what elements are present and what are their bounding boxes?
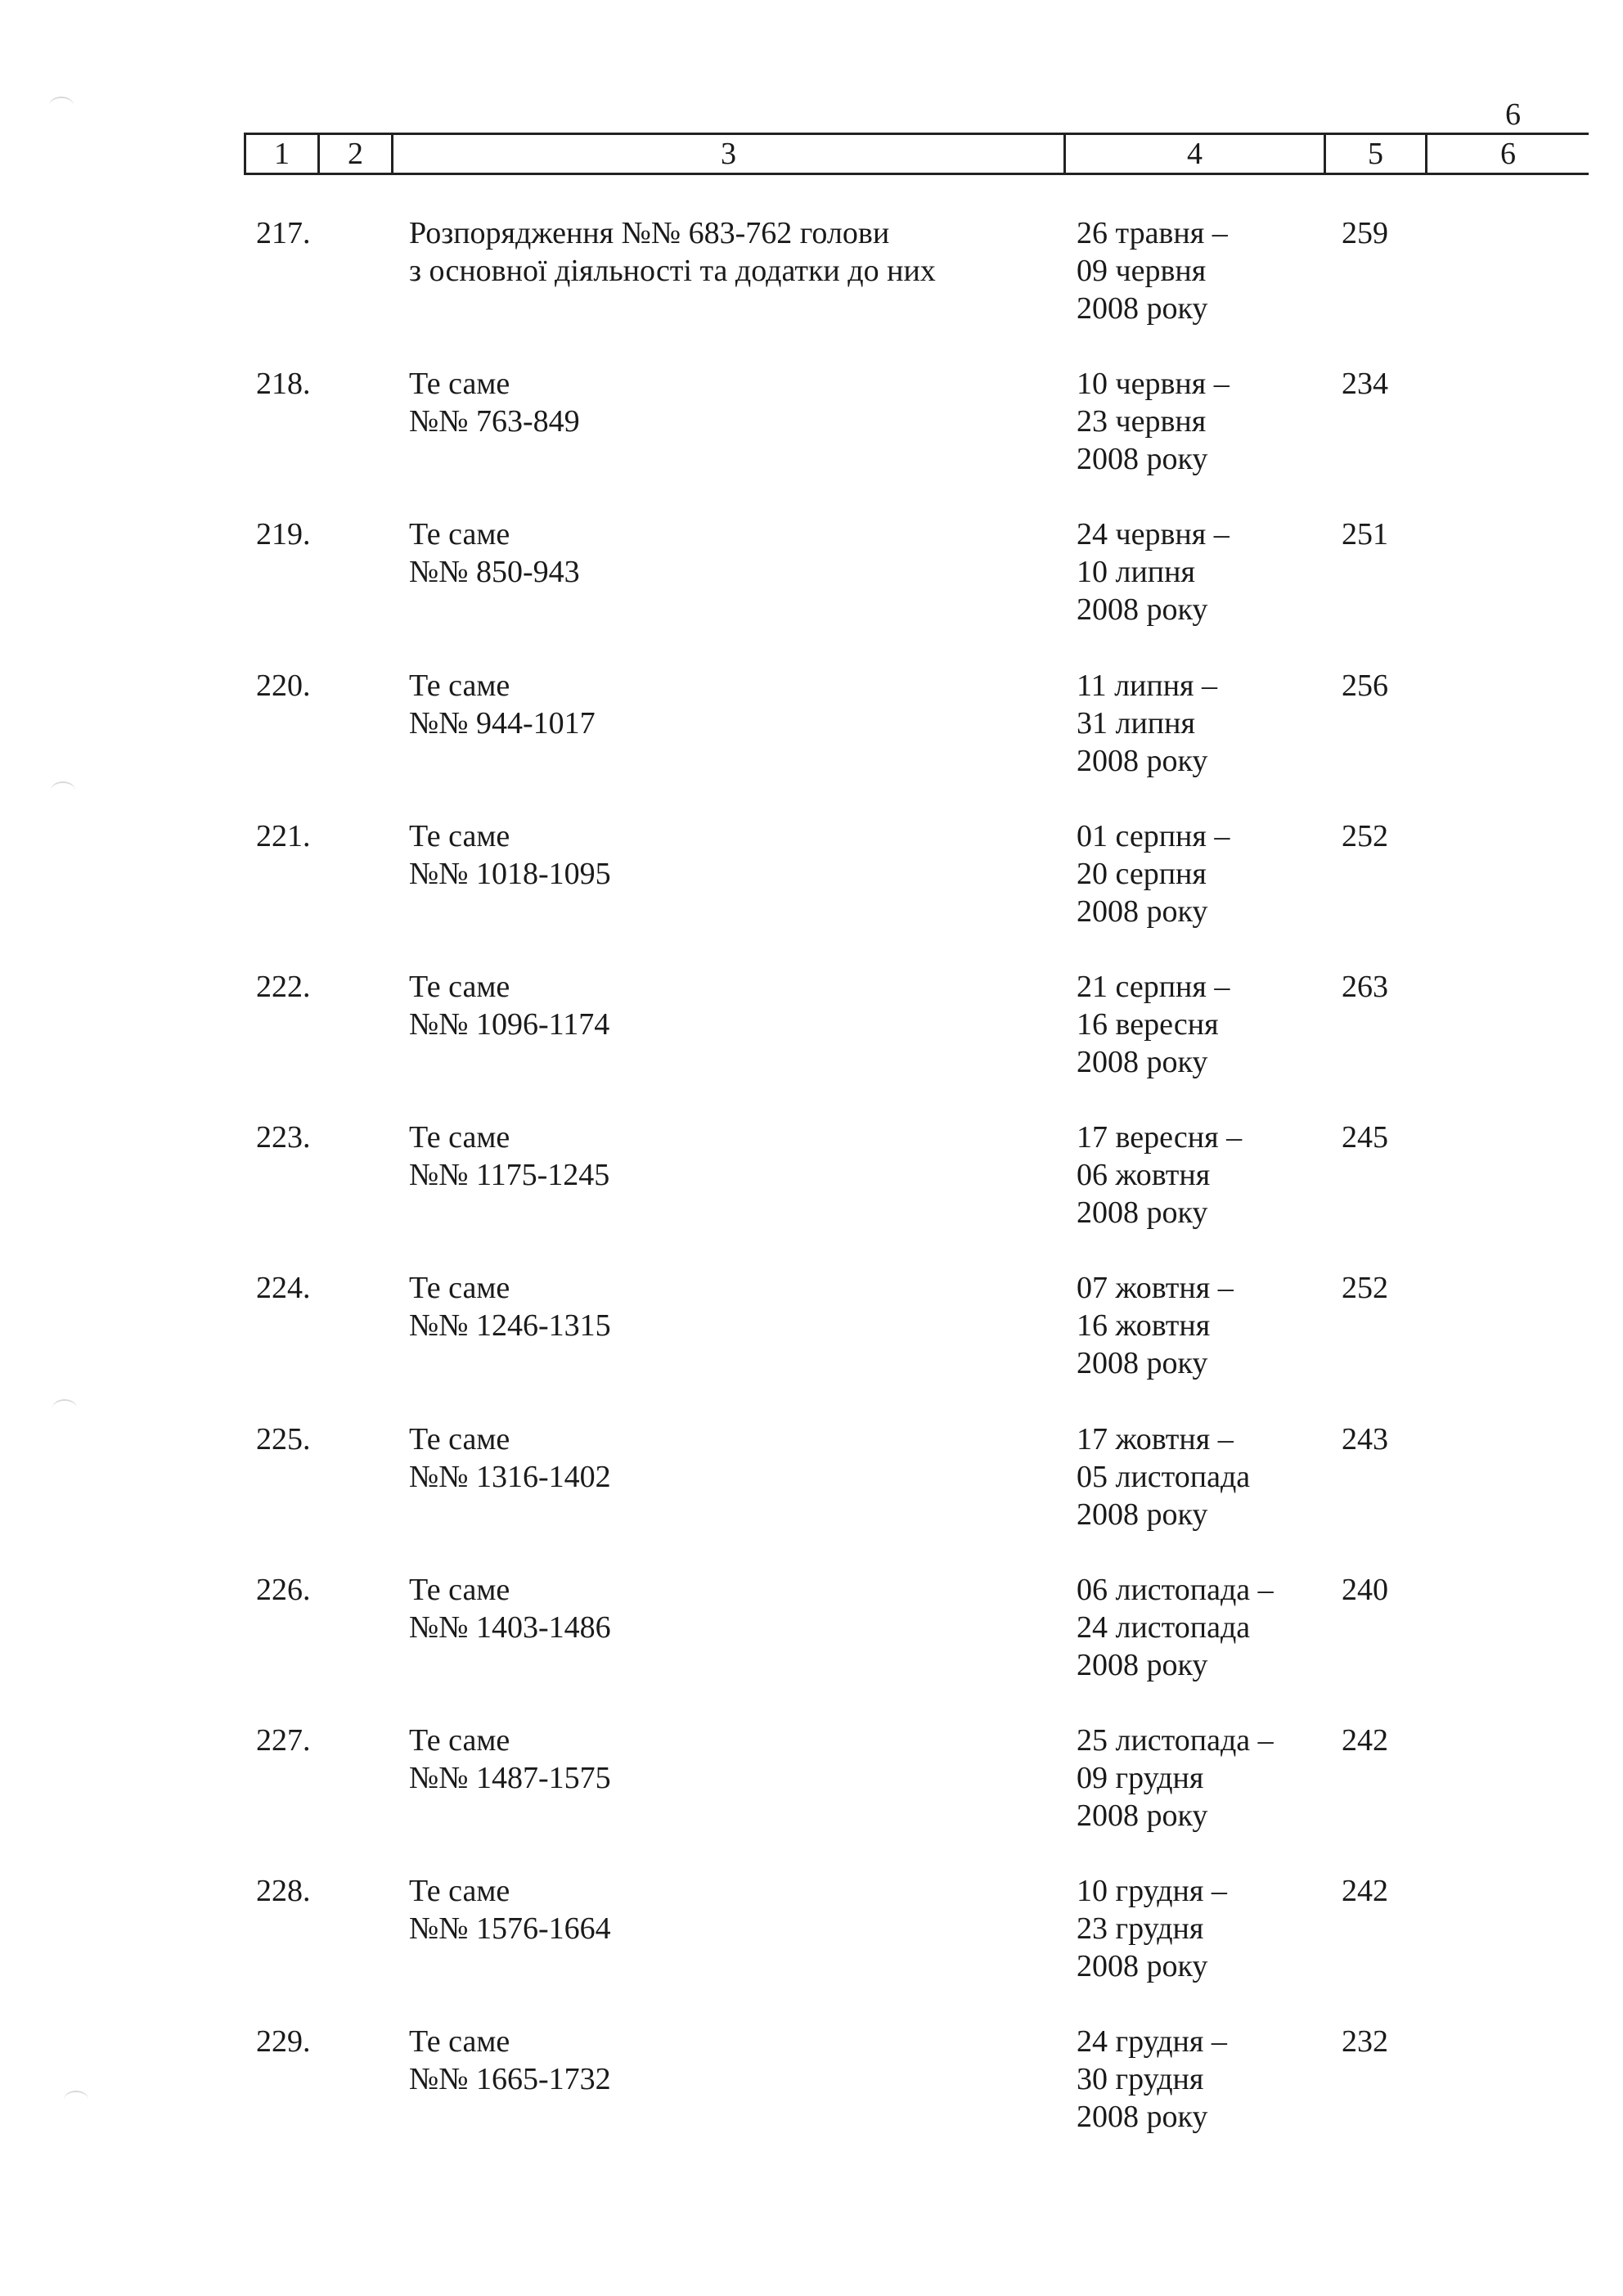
punch-hole-mark [51,781,75,799]
item-date-line: 07 жовтня – [1077,1271,1234,1305]
item-title-line: №№ 1665-1732 [409,2062,611,2096]
item-title [409,1571,611,1646]
item-title-line: Те саме [409,1422,510,1456]
item-title [409,1269,611,1344]
item-title [409,1722,611,1797]
column-header-row [244,133,1589,175]
item-title-line: Те саме [409,819,510,853]
item-sheet-count: 252 [1342,819,1388,853]
item-date-line: 2008 року [1077,1949,1208,1983]
item-date-line: 2008 року [1077,1497,1208,1532]
item-sheet-count: 252 [1342,1271,1388,1305]
item-title-line: Те саме [409,2024,510,2059]
item-title-line: №№ 1175-1245 [409,1158,610,1192]
item-title [409,1420,611,1496]
item-title [409,214,936,290]
item-number: 224. [256,1271,311,1305]
item-number: 229. [256,2024,311,2059]
item-sheet-count: 242 [1342,1723,1388,1758]
item-date-line: 23 червня [1077,404,1207,439]
item-date-line: 25 листопада – [1077,1723,1274,1758]
item-title-line: №№ 1403-1486 [409,1610,611,1645]
item-title-line: №№ 1096-1174 [409,1007,610,1042]
item-dates [1077,1119,1242,1231]
item-date-line: 2008 року [1077,744,1208,778]
list-item [0,1872,1623,1995]
item-number: 217. [256,216,311,250]
item-number: 219. [256,517,311,551]
item-date-line: 21 серпня – [1077,970,1230,1004]
item-date-line: 2008 року [1077,1195,1208,1230]
item-date-line: 2008 року [1077,291,1208,326]
item-title-line: №№ 1246-1315 [409,1308,611,1343]
item-sheet-count: 234 [1342,367,1388,401]
list-item [0,2023,1623,2145]
list-item [0,1571,1623,1694]
item-number: 218. [256,367,311,401]
item-date-line: 09 грудня [1077,1761,1204,1795]
item-title [409,667,596,742]
column-header-2: 2 [317,135,391,173]
item-date-line: 01 серпня – [1077,819,1230,853]
item-number: 220. [256,669,311,703]
column-header-1: 1 [244,135,317,173]
list-item [0,1420,1623,1543]
item-date-line: 24 червня – [1077,517,1230,551]
item-sheet-count: 256 [1342,669,1388,703]
item-sheet-count: 242 [1342,1874,1388,1908]
column-header-5: 5 [1324,135,1425,173]
item-title-line: №№ 1576-1664 [409,1911,611,1946]
item-dates [1077,667,1217,780]
list-item [0,817,1623,940]
item-title-line: №№ 763-849 [409,404,580,439]
punch-hole-mark [64,2091,88,2109]
item-title-line: Розпорядження №№ 683-762 голови [409,216,890,250]
item-date-line: 05 листопада [1077,1460,1251,1494]
item-title-line: з основної діяльності та додатки до них [409,254,936,288]
item-dates [1077,1571,1274,1684]
column-header-4: 4 [1063,135,1324,173]
item-date-line: 31 липня [1077,706,1195,741]
item-title [409,1872,611,1947]
item-title [409,1119,609,1194]
item-sheet-count: 243 [1342,1422,1388,1456]
item-sheet-count: 240 [1342,1573,1388,1607]
page-number: 6 [1505,97,1521,132]
item-date-line: 24 листопада [1077,1610,1251,1645]
item-date-line: 24 грудня – [1077,2024,1227,2059]
item-date-line: 06 листопада – [1077,1573,1274,1607]
list-item [0,365,1623,488]
item-dates [1077,817,1230,930]
item-number: 221. [256,819,311,853]
item-date-line: 11 липня – [1077,669,1218,703]
item-date-line: 09 червня [1077,254,1207,288]
item-number: 225. [256,1422,311,1456]
list-item [0,515,1623,638]
item-date-line: 17 вересня – [1077,1120,1243,1155]
item-sheet-count: 259 [1342,216,1388,250]
item-number: 222. [256,970,311,1004]
item-date-line: 10 липня [1077,555,1195,589]
item-dates [1077,365,1230,478]
item-dates [1077,1872,1227,1985]
item-sheet-count: 251 [1342,517,1388,551]
item-dates [1077,1269,1234,1382]
item-title-line: Те саме [409,1723,510,1758]
list-item [0,1269,1623,1392]
item-sheet-count: 263 [1342,970,1388,1004]
item-title-line: Те саме [409,1120,510,1155]
item-title [409,365,580,440]
item-date-line: 20 серпня [1077,857,1207,891]
item-dates [1077,968,1230,1081]
punch-hole-mark [52,1399,77,1417]
item-date-line: 16 жовтня [1077,1308,1211,1343]
item-title-line: №№ 1487-1575 [409,1761,611,1795]
item-title-line: Те саме [409,1271,510,1305]
item-title-line: Те саме [409,970,510,1004]
item-title [409,515,580,591]
item-dates [1077,2023,1227,2136]
item-title [409,2023,611,2098]
item-sheet-count: 232 [1342,2024,1388,2059]
punch-hole-mark [49,97,74,115]
item-dates [1077,1420,1250,1533]
item-date-line: 10 червня – [1077,367,1230,401]
item-date-line: 30 грудня [1077,2062,1204,2096]
item-title-line: Те саме [409,367,510,401]
item-sheet-count: 245 [1342,1120,1388,1155]
list-item [0,1722,1623,1844]
list-item [0,1119,1623,1241]
item-date-line: 2008 року [1077,1045,1208,1079]
item-date-line: 2008 року [1077,1648,1208,1682]
item-title [409,817,611,893]
item-title-line: №№ 1316-1402 [409,1460,611,1494]
item-title-line: Те саме [409,1573,510,1607]
item-date-line: 06 жовтня [1077,1158,1211,1192]
item-dates [1077,515,1230,628]
column-header-3: 3 [391,135,1063,173]
item-number: 227. [256,1723,311,1758]
item-date-line: 2008 року [1077,592,1208,627]
item-date-line: 26 травня – [1077,216,1228,250]
item-date-line: 2008 року [1077,442,1208,476]
item-number: 228. [256,1874,311,1908]
list-item [0,214,1623,337]
item-title-line: №№ 944-1017 [409,706,596,741]
item-date-line: 10 грудня – [1077,1874,1227,1908]
item-title [409,968,609,1043]
item-number: 223. [256,1120,311,1155]
item-date-line: 17 жовтня – [1077,1422,1234,1456]
item-title-line: №№ 850-943 [409,555,580,589]
item-title-line: Те саме [409,1874,510,1908]
item-title-line: Те саме [409,517,510,551]
item-date-line: 2008 року [1077,894,1208,929]
item-dates [1077,214,1228,327]
item-dates [1077,1722,1274,1835]
item-date-line: 23 грудня [1077,1911,1204,1946]
list-item [0,667,1623,790]
item-date-line: 2008 року [1077,1799,1208,1833]
item-title-line: №№ 1018-1095 [409,857,611,891]
column-header-6: 6 [1425,135,1589,173]
item-date-line: 16 вересня [1077,1007,1219,1042]
item-date-line: 2008 року [1077,2100,1208,2134]
item-number: 226. [256,1573,311,1607]
list-item [0,968,1623,1091]
item-title-line: Те саме [409,669,510,703]
item-date-line: 2008 року [1077,1346,1208,1380]
